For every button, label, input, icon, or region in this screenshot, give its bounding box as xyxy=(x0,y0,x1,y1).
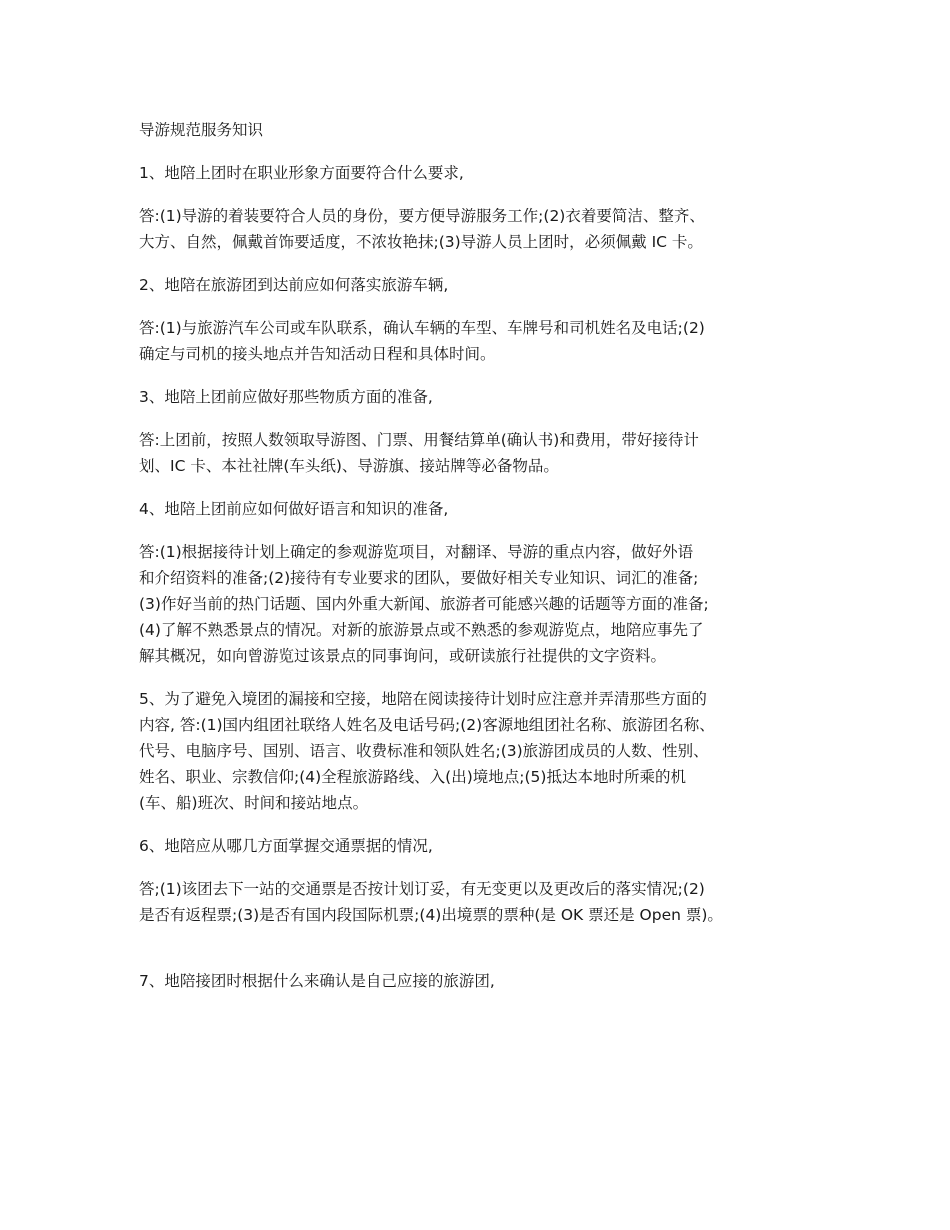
question-4: 4、地陪上团前应如何做好语言和知识的准备, xyxy=(139,500,449,518)
answer-6 xyxy=(139,876,829,928)
document-body xyxy=(139,117,829,1011)
document-title: 导游规范服务知识 xyxy=(139,121,264,139)
question-1: 1、地陪上团时在职业形象方面要符合什么要求, xyxy=(139,164,464,182)
answer-4 xyxy=(139,539,829,669)
answer-line: 代号、电脑序号、国别、语言、收费标准和领队姓名;(3)旅游团成员的人数、性别、 xyxy=(139,742,709,760)
answer-line: (3)作好当前的热门话题、国内外重大新闻、旅游者可能感兴趣的话题等方面的准备; xyxy=(139,595,709,613)
answer-line: 答:(1)根据接待计划上确定的参观游览项目，对翻译、导游的重点内容，做好外语 xyxy=(139,543,694,561)
question-7: 7、地陪接团时根据什么来确认是自己应接的旅游团, xyxy=(139,972,495,990)
answer-line: (车、船)班次、时间和接站地点。 xyxy=(139,794,369,812)
answer-line: 内容, 答:(1)国内组团社联络人姓名及电话号码;(2)客源地组团社名称、旅游团名称、 xyxy=(139,716,715,734)
answer-line: 确定与司机的接头地点并告知活动日程和具体时间。 xyxy=(139,345,496,363)
question-answer-5 xyxy=(139,686,829,816)
answer-line: 是否有返程票;(3)是否有国内段国际机票;(4)出境票的票种(是 OK 票还是 Open 票)。 xyxy=(139,906,723,924)
question-3: 3、地陪上团前应做好那些物质方面的准备, xyxy=(139,388,433,406)
answer-line: 答;(1)该团去下一站的交通票是否按计划订妥，有无变更以及更改后的落实情况;(2) xyxy=(139,880,705,898)
answer-line: 大方、自然，佩戴首饰要适度，不浓妆艳抹;(3)导游人员上团时，必须佩戴 IC 卡。 xyxy=(139,233,703,251)
answer-2 xyxy=(139,315,829,367)
answer-1 xyxy=(139,203,829,255)
answer-line: 5、为了避免入境团的漏接和空接，地陪在阅读接待计划时应注意并弄清那些方面的 xyxy=(139,690,707,708)
question-2: 2、地陪在旅游团到达前应如何落实旅游车辆, xyxy=(139,276,449,294)
paragraph-gap xyxy=(139,945,829,968)
answer-line: 答:(1)与旅游汽车公司或车队联系，确认车辆的车型、车牌号和司机姓名及电话;(2) xyxy=(139,319,705,337)
answer-line: 答:上团前，按照人数领取导游图、门票、用餐结算单(确认书)和费用，带好接待计 xyxy=(139,431,699,449)
answer-line: 姓名、职业、宗教信仰;(4)全程旅游路线、入(出)境地点;(5)抵达本地时所乘的机 xyxy=(139,768,686,786)
answer-line: (4)了解不熟悉景点的情况。对新的旅游景点或不熟悉的参观游览点，地陪应事先了 xyxy=(139,621,704,639)
answer-3 xyxy=(139,427,829,479)
answer-line: 解其概况，如向曾游览过该景点的同事询问，或研读旅行社提供的文字资料。 xyxy=(139,647,667,665)
question-6: 6、地陪应从哪几方面掌握交通票据的情况, xyxy=(139,837,433,855)
answer-line: 和介绍资料的准备;(2)接待有专业要求的团队，要做好相关专业知识、词汇的准备; xyxy=(139,569,699,587)
answer-line: 划、IC 卡、本社社牌(车头纸)、导游旗、接站牌等必备物品。 xyxy=(139,457,559,475)
answer-line: 答:(1)导游的着装要符合人员的身份，要方便导游服务工作;(2)衣着要简洁、整齐、 xyxy=(139,207,705,225)
